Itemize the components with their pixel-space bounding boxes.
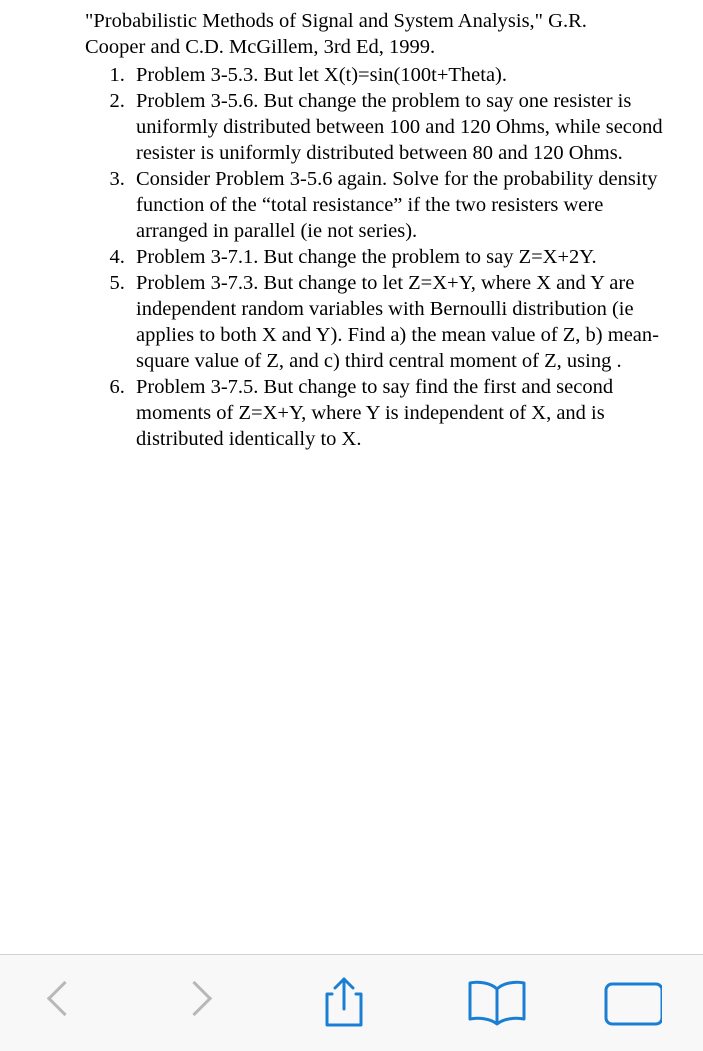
back-button[interactable] [0,955,123,1051]
list-item: 6. Problem 3-7.5. But change to say find the first and second moments of Z=X+Y, where Y is independent of X, and is distributed identically to X. [130,374,663,452]
list-item: 1. Problem 3-5.3. But let X(t)=sin(100t+Theta). [130,62,663,88]
list-item: 2. Problem 3-5.6. But change the problem to say one resister is uniformly distributed between 100 and 120 Ohms, while second resister is uniformly distributed between 80 and 120 Ohms. [130,88,663,166]
chevron-right-icon [182,980,208,1026]
list-item: 4. Problem 3-7.1. But change the problem to say Z=X+2Y. [130,244,663,270]
problem-list [85,62,663,452]
list-item: 5. Problem 3-7.3. But change to let Z=X+Y, where X and Y are independent random variables with Bernoulli distribution (ie applies to both X and Y). Find a) the mean value of Z, b) mean-square value of Z, and c) third central moment of Z, using . [130,270,663,374]
book-icon [465,978,529,1028]
list-item: 3. Consider Problem 3-5.6 again. Solve for the probability density function of the “total resistance” if the two resisters were arranged in parallel (ie not series). [130,166,663,244]
browser-toolbar [0,954,703,1051]
forward-button[interactable] [123,955,267,1051]
share-button[interactable] [267,955,421,1051]
share-icon [321,975,367,1031]
tabs-button[interactable] [574,955,703,1051]
chevron-left-icon [48,980,74,1026]
tabs-icon [602,978,662,1028]
citation-paragraph: "Probabilistic Methods of Signal and System Analysis," G.R. Cooper and C.D. McGillem, 3rd Ed, 1999. [85,10,587,58]
bookmarks-button[interactable] [421,955,575,1051]
